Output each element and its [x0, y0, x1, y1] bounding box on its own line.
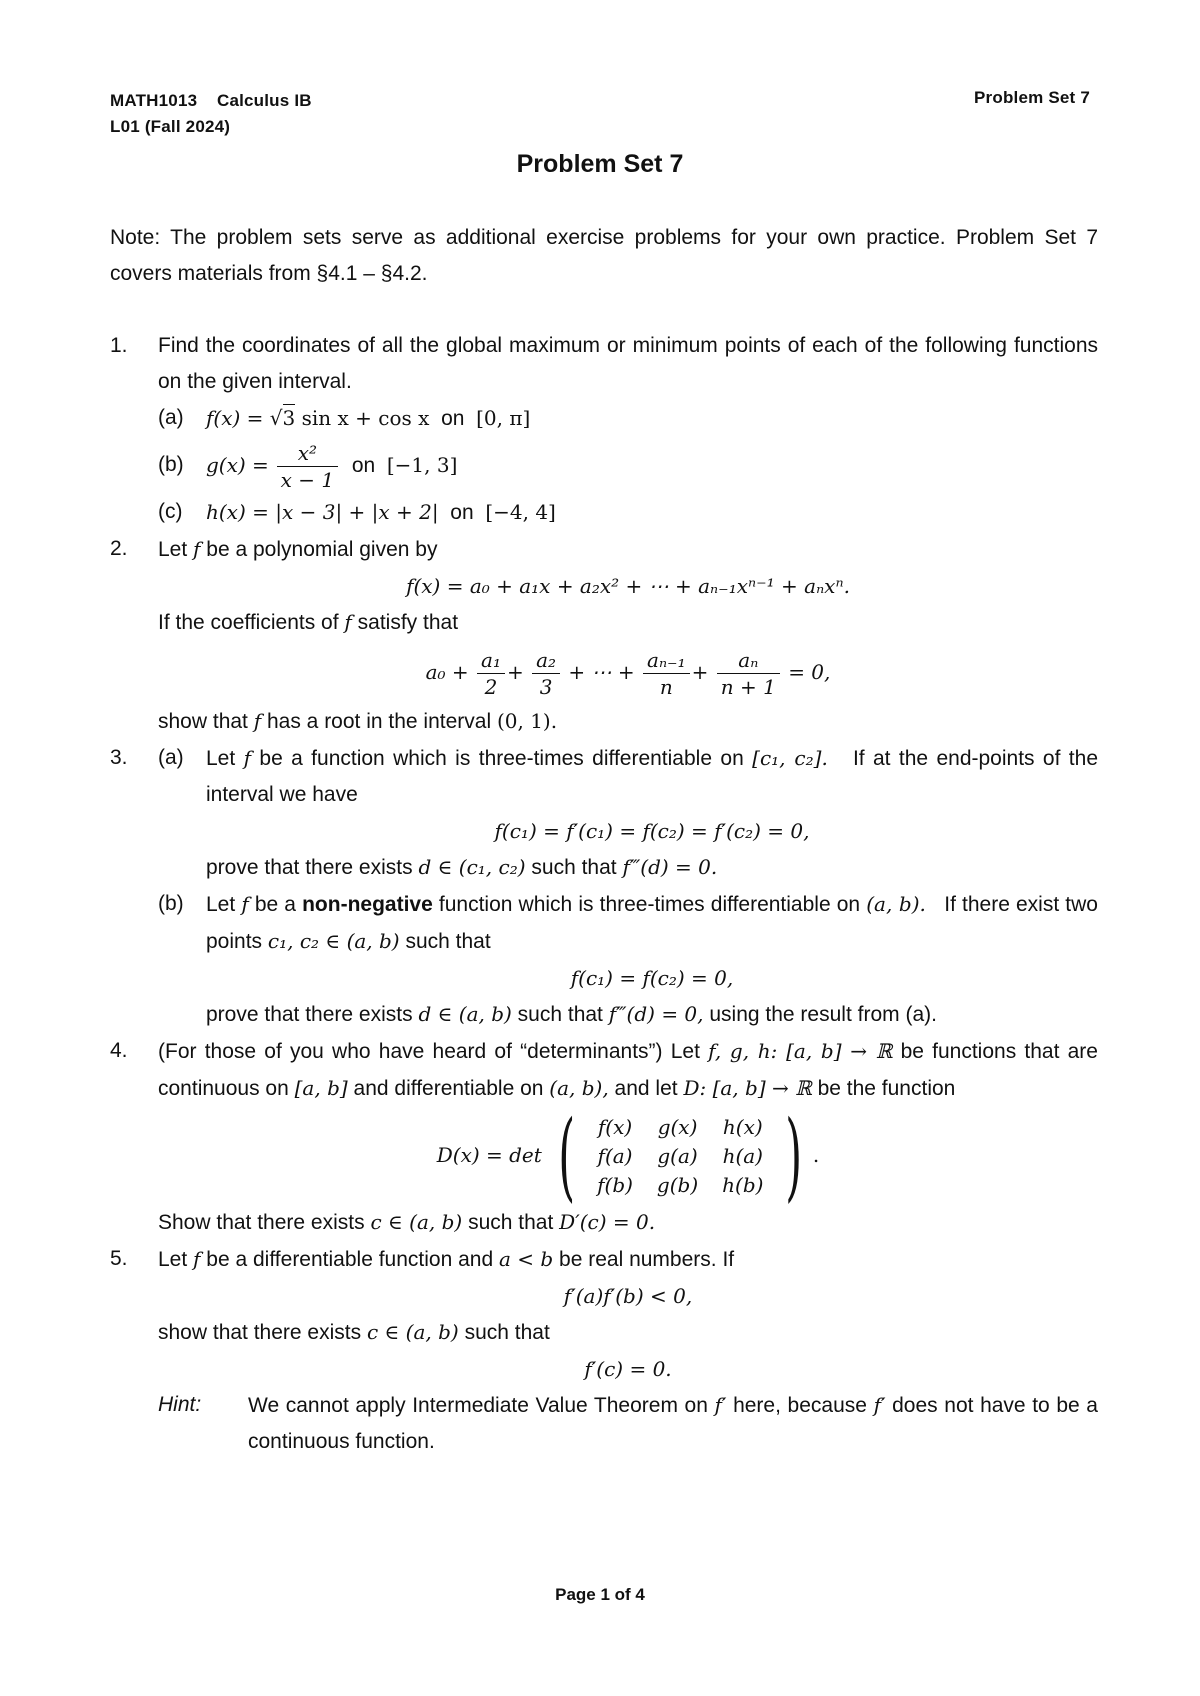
- formula: f(c₁) = f′(c₁) = f(c₂) = f′(c₂) = 0,: [494, 819, 810, 843]
- symbol-f: f: [193, 537, 201, 561]
- interval: [0, π]: [476, 406, 531, 430]
- symbol-f: f: [344, 610, 352, 634]
- formula-rest: sin x + cos x: [295, 406, 430, 430]
- note-paragraph: Note: The problem sets serve as additional exercise problems for your own practice. Problem Set 7 covers materials from §4.1 – §4.2.: [110, 226, 1098, 285]
- problem-5-intro: Let f be a differentiable function and a < b be real numbers. If: [158, 1247, 735, 1272]
- formula-lhs: g(x) =: [206, 453, 269, 477]
- problem-3b: (b) Let f be a non-negative function which is three-times differentiable on (a, b). If there exist two points c₁, c₂ ∈ (a, b) such that f(c₁) = f(c₂) = 0, prove that there exists d ∈ (a, b) such that f‴(d) = 0, using the result from (a).: [158, 886, 1098, 1033]
- problem-number: 5.: [110, 1247, 128, 1271]
- on-word: on: [351, 454, 376, 477]
- course-section: L01 (Fall 2024): [110, 117, 231, 136]
- problem-number: 2.: [110, 537, 128, 560]
- on-word: on: [450, 501, 474, 524]
- symbol-f: f: [241, 892, 249, 916]
- emphasis: non-negative: [302, 893, 433, 916]
- symbol-f: f: [243, 746, 251, 770]
- fraction: $\frac{\text{a₁}}{2}$: [477, 647, 505, 700]
- on-word: on: [441, 407, 465, 430]
- problem-2-show: show that f has a root in the interval (0, 1).: [158, 709, 558, 733]
- symbol-f: f: [253, 709, 262, 733]
- fraction: $\frac{\text{a₂}}{3}$: [532, 647, 560, 700]
- problem-2: [110, 531, 1098, 740]
- course-title: Calculus IB: [216, 91, 312, 110]
- problem-number: 1.: [110, 334, 128, 357]
- matrix: ( f(x) g(x) h(x) f(a) g(a) h(a) f(b) g(b) h(b) ): [557, 1100, 803, 1213]
- page-footer: Page 1 of 4: [555, 1585, 645, 1604]
- part-label: (c): [158, 500, 183, 523]
- interval: [−1, 3]: [386, 453, 458, 477]
- formula: f′(c) = 0.: [584, 1357, 672, 1382]
- formula: f′(a)f′(b) < 0,: [563, 1284, 693, 1309]
- problem-2-intro: Let f be a polynomial given by: [158, 537, 438, 561]
- interval: [−4, 4]: [485, 500, 556, 524]
- formula: h(x) = |x − 3| + |x + 2|: [206, 500, 439, 524]
- problem-3a: (a) Let f be a function which is three-times differentiable on [c₁, c₂]. If at the end-points of the interval we have f(c₁) = f′(c₁) = f(c₂) = f′(c₂) = 0, prove that there exists d ∈ (c₁, c₂) such that f‴(d) = 0.: [158, 740, 1098, 886]
- interval: (0, 1).: [496, 709, 558, 733]
- problem-number: 3.: [110, 746, 128, 769]
- problem-1: [110, 328, 1098, 531]
- problem-5: 5. Let f be a differentiable function and a < b be real numbers. If f′(a)f′(b) < 0, show that there exists c ∈ (a, b) such that f′(c) = 0. Hint: We cannot apply Intermediate Value Theorem on f′ here, because f′ does not have to be a continuous function.: [110, 1241, 1098, 1460]
- fraction: $\frac{\text{aₙ}}{n + 1}$: [717, 647, 780, 700]
- header-set-label: Problem Set 7: [974, 88, 1090, 107]
- problem-1-text: Find the coordinates of all the global maximum or minimum points of each of the following functions on the given interval.: [158, 334, 1098, 393]
- fraction: [277, 440, 338, 493]
- formula: f(c₁) = f(c₂) = 0,: [570, 966, 734, 990]
- course-code: MATH1013: [110, 91, 198, 110]
- part-label: (a): [158, 746, 184, 769]
- sqrt-radicand: 3: [282, 406, 296, 430]
- coefficient-sum: a₀ + $\frac{\text{a₁}}{2}$ + $\frac{\text{a₂}}{3}$ + ⋯ + $\frac{\text{aₙ₋₁}}{n}$ + $\frac{\text{aₙ}}{n + 1}$ = 0,: [425, 648, 831, 699]
- hint-label: Hint:: [158, 1393, 202, 1417]
- matrix-table: f(x) g(x) h(x) f(a) g(a) h(a) f(b) g(b) h(b): [597, 1114, 764, 1197]
- hint: Hint: We cannot apply Intermediate Value Theorem on f′ here, because f′ does not have to be a continuous function.: [158, 1387, 1098, 1460]
- symbol-f: f: [193, 1247, 201, 1272]
- problem-number: 4.: [110, 1039, 128, 1062]
- determinant-formula: D(x) = det ( f(x) g(x) h(x) f(a) g(a) h(a) f(b) g(b) h(b) ) .: [436, 1100, 820, 1213]
- problem-4-text: (For those of you who have heard of “determinants”) Let f, g, h: [a, b] → ℝ be functions that are continuous on [a, b] and differentiable on (a, b), and let D: [a, b] → ℝ be the function: [158, 1039, 1098, 1100]
- problem-3: [110, 740, 1098, 1033]
- polynomial-formula: f(x) = a₀ + a₁x + a₂x² + ⋯ + aₙ₋₁xⁿ⁻¹ + aₙxⁿ.: [406, 574, 850, 598]
- part-label: (b): [158, 453, 184, 476]
- header-left: [110, 88, 312, 140]
- problem-4-show: Show that there exists c ∈ (a, b) such that D′(c) = 0.: [158, 1210, 656, 1235]
- fraction: $\frac{\text{aₙ₋₁}}{n}$: [643, 647, 690, 700]
- problem-4: [110, 1033, 1098, 1241]
- problem-content: [110, 220, 1098, 1460]
- denominator: x − 1: [280, 467, 335, 492]
- formula-lhs: f(x) =: [206, 406, 270, 430]
- page-title: Problem Set 7: [516, 150, 684, 178]
- problem-1b: [158, 437, 1098, 494]
- part-label: (a): [158, 406, 184, 429]
- problem-1c: [158, 494, 1098, 531]
- numerator: x²: [277, 440, 338, 467]
- part-label: (b): [158, 892, 184, 915]
- problem-2-condition: If the coefficients of f satisfy that: [158, 610, 459, 634]
- problem-1a: (a) f(x) = √3 sin x + cos x on [0, π]: [158, 400, 1098, 437]
